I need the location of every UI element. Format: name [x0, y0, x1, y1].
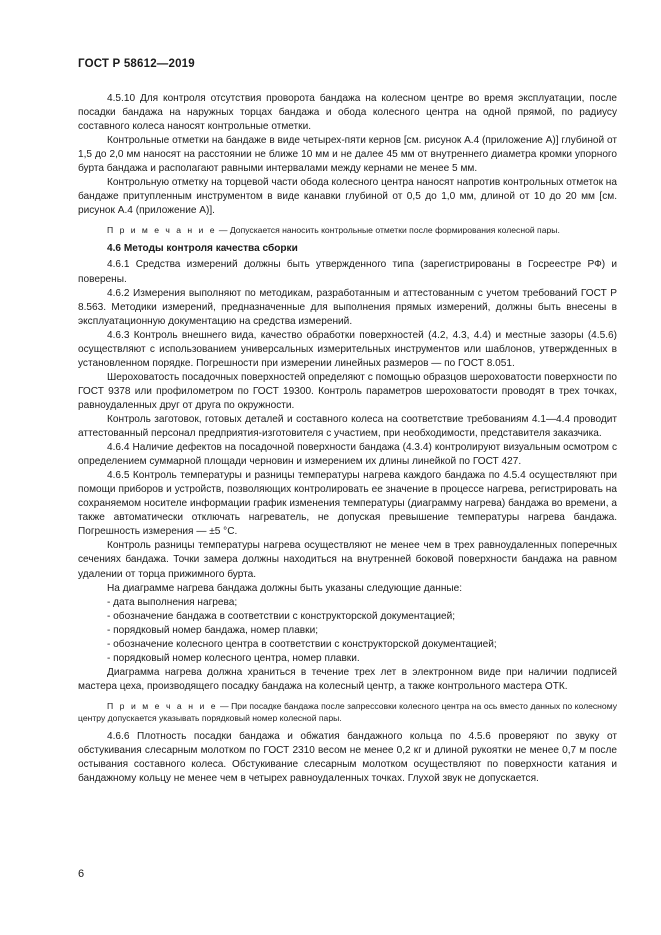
paragraph: Контроль разницы температуры нагрева осуществляют не менее чем в трех равноудаленных поперечных сечениях бандажа. Точки замера должны находиться на внутренней боковой поверхности бандажа на равном удалении от торца прижимного бурта. — [78, 540, 617, 580]
paragraph: 4.6.4 Наличие дефектов на посадочной поверхности бандажа (4.3.4) контролируют визуальным осмотром с определением суммарной площади черновин и измерением их длины линейкой по ГОСТ 427. — [78, 442, 617, 468]
list-item: - обозначение бандажа в соответствии с конструкторской документацией; — [78, 610, 617, 624]
list-item: - порядковый номер колесного центра, номер плавки. — [78, 652, 617, 666]
note — [78, 700, 617, 724]
data-list — [78, 596, 617, 666]
paragraph: На диаграмме нагрева бандажа должны быть указаны следующие данные: — [107, 582, 463, 594]
note-label: П р и м е ч а н и е — [107, 225, 217, 236]
paragraph: Диаграмма нагрева должна храниться в течение трех лет в электронном виде при наличии подписей мастера цеха, производящего посадку бандажа на колесный центр, а также контрольного мастера ОТК. — [78, 666, 617, 692]
paragraph: 4.6.5 Контроль температуры и разницы температуры нагрева каждого бандажа по 4.5.4 осуществляют при помощи приборов и устройств, позволяющих контролировать ее значение в процессе нагрева, регистрировать на сохраняемом носителе информации график изменения температуры (диаграмму нагрева) бандажа во времени, а также автоматически отключать нагреватель, не допуская превышение температуры нагрева бандажа. Погрешность измерения — ±5 °С. — [78, 470, 617, 538]
paragraph: 4.6.6 Плотность посадки бандажа и обжатия бандажного кольца по 4.5.6 проверяют по звуку от обстукивания слесарным молотком по ГОСТ 2310 весом не менее 0,2 кг и длиной рукоятки не менее 0,7 м после остывания составного колеса. Обстукивание слесарным молотком осуществляют по поверхности катания и бандажному кольцу не менее чем в четырех равноудаленных точках. Глухой звук не допускается. — [78, 730, 617, 785]
paragraph: Контрольные отметки на бандаже в виде четырех-пяти кернов [см. рисунок А.4 (приложение А)] глубиной от 1,5 до 2,0 мм наносят на расстоянии не ближе 10 мм и не далее 45 мм от внутреннего диаметра кромки упорного бурта бандажа и располагают равными интервалами между кернами не менее 5 мм. — [78, 135, 617, 175]
list-item: - порядковый номер бандажа, номер плавки; — [78, 624, 617, 638]
note-text: — При посадке бандажа после запрессовки колесного центра на ось вместо данных по колесному центру допускается указывать порядковый номер колесной пары. — [78, 700, 618, 723]
paragraph: 4.6.3 Контроль внешнего вида, качество обработки поверхностей (4.2, 4.3, 4.4) и местные зазоры (4.5.6) осуществляют с использованием универсальных измерительных инструментов или шаблонов, утвержденных в установленном порядке. Погрешности при измерении линейных размеров — по ГОСТ 8.051. — [78, 329, 617, 369]
document-body — [78, 92, 617, 786]
list-item: - обозначение колесного центра в соответствии с конструкторской документацией; — [78, 638, 617, 652]
list-item: - дата выполнения нагрева; — [78, 596, 617, 610]
note — [78, 224, 617, 236]
paragraph: 4.6.1 Средства измерений должны быть утвержденного типа (зарегистрированы в Госреестре РФ) и поверены. — [78, 259, 617, 285]
document-header: ГОСТ Р 58612—2019 — [78, 58, 195, 70]
paragraph: 4.5.10 Для контроля отсутствия проворота бандажа на колесном центре во время эксплуатации, после посадки бандажа на наружных торцах бандажа и обода колесного центра на одной прямой, по радиусу составного колеса наносят контрольные отметки. — [78, 93, 617, 133]
page-number: 6 — [78, 868, 85, 880]
section-title: 4.6 Методы контроля качества сборки — [107, 243, 298, 255]
paragraph: Шероховатость посадочных поверхностей определяют с помощью образцов шероховатости поверхности по ГОСТ 9378 или профилометром по ГОСТ 19300. Контроль параметров шероховатости проводят в трех точках, равноудаленных друг от друга по окружности. — [78, 371, 617, 411]
note-label: П р и м е ч а н и е — [107, 700, 218, 711]
paragraph: Контроль заготовок, готовых деталей и составного колеса на соответствие требованиям 4.1—4.4 проводит аттестованный персонал предприятия-изготовителя с участием, при необходимости, представителя заказчика. — [78, 413, 617, 440]
note-text: — Допускается наносить контрольные отметки после формирования колесной пары. — [216, 225, 560, 236]
paragraph: 4.6.2 Измерения выполняют по методикам, разработанным и аттестованным с учетом требований ГОСТ Р 8.563. Методики измерений, предназначенные для выполнения прямых измерений, должны быть внесены в эксплуатационную документацию на средства измерений. — [78, 287, 617, 327]
paragraph: Контрольную отметку на торцевой части обода колесного центра наносят напротив контрольных отметок на бандаже притупленным инструментом в виде канавки глубиной от 0,5 до 1,0 мм, длиной от 10 до 20 мм [см. рисунок А.4 (приложение А)]. — [78, 177, 617, 217]
